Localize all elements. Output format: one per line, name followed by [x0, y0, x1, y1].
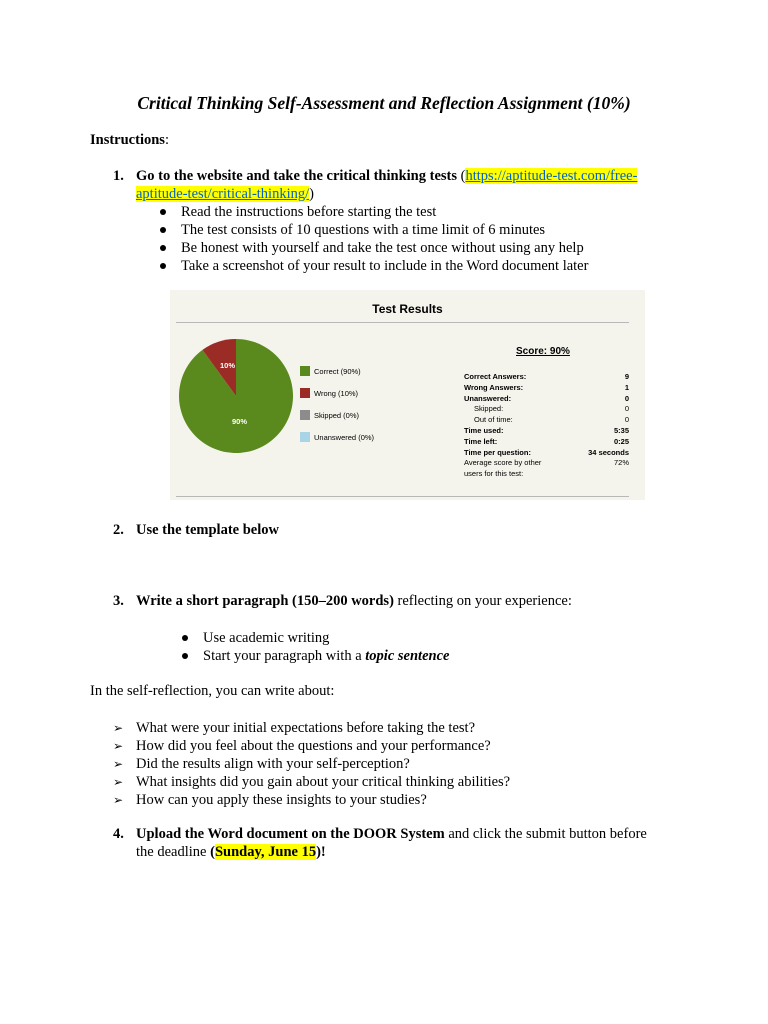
stat-value: 5:35: [613, 425, 629, 435]
list-item: [160, 239, 588, 257]
legend-label: Wrong (10%): [314, 389, 359, 398]
legend-swatch: [300, 432, 310, 442]
legend-label: Correct (90%): [314, 367, 361, 376]
question-text: How can you apply these insights to your studies?: [136, 792, 427, 808]
arrow-bullet-icon: ➢: [113, 721, 124, 735]
list-item: [182, 647, 449, 665]
test-results-screenshot: [170, 290, 645, 500]
stat-value: 9: [624, 372, 629, 381]
bullet-text: Read the instructions before starting the test: [181, 204, 437, 220]
arrow-bullet-icon: ➢: [113, 775, 124, 789]
instructions-label: Instructions: [90, 132, 165, 148]
list-item: [113, 773, 510, 791]
stat-row: [464, 372, 629, 383]
bullet-text: Start your paragraph with a: [203, 648, 366, 664]
step-4-bold: Upload the Word document on the DOOR System: [136, 826, 445, 842]
bullet-icon: [160, 245, 166, 251]
list-item: [160, 203, 588, 221]
legend-label: Skipped (0%): [314, 411, 360, 420]
step-1-bullets: [160, 203, 588, 275]
stat-value: 0: [624, 415, 629, 425]
step-3-text: [136, 593, 676, 611]
step-1-bold: Go to the website and take the critical thinking tests: [136, 168, 457, 184]
step-4-open-paren: (: [210, 843, 215, 860]
step-3-rest: reflecting on your experience:: [393, 593, 572, 609]
stat-value: 1: [624, 382, 629, 392]
list-item: [113, 791, 510, 809]
stat-label: Time used:: [464, 425, 504, 435]
divider: [176, 496, 629, 497]
stat-value: 72%: [613, 458, 629, 468]
step-4-close: )!: [316, 843, 326, 860]
deadline-date: Sunday, June 15: [214, 843, 317, 860]
bullet-icon: [160, 209, 166, 215]
stat-row: [464, 383, 629, 394]
list-item: [160, 221, 588, 239]
bullet-icon: [160, 227, 166, 233]
stat-value: 0: [624, 393, 629, 403]
stat-row: [464, 415, 629, 426]
question-text: What insights did you gain about your critical thinking abilities?: [136, 774, 511, 790]
step-3-bullets: [182, 629, 449, 665]
pie-label-wrong: 10%: [220, 361, 236, 370]
test-website-link-cont[interactable]: aptitude-test/critical-thinking/: [136, 185, 310, 202]
stat-row: [464, 426, 629, 437]
step-1-open-paren: (: [457, 168, 466, 184]
question-text: How did you feel about the questions and your performance?: [136, 738, 491, 754]
question-text: Did the results align with your self-perception?: [136, 756, 410, 772]
stat-label: Time left:: [464, 436, 498, 446]
stat-value: 34 seconds: [588, 447, 629, 457]
stat-row: [464, 469, 629, 480]
arrow-bullet-icon: ➢: [113, 793, 124, 807]
bullet-icon: [160, 263, 166, 269]
list-item: [113, 719, 510, 737]
test-results-header: Test Results: [372, 302, 443, 316]
question-text: What were your initial expectations before taking the test?: [136, 720, 476, 736]
stat-value: 0:25: [613, 436, 629, 446]
bullet-text: Be honest with yourself and take the test once without using any help: [181, 240, 584, 256]
step-1-number: 1.: [113, 168, 124, 184]
stat-value: 0: [624, 404, 629, 414]
stat-label: Time per question:: [464, 447, 531, 457]
step-2-text: [136, 522, 676, 540]
step-3-number: 3.: [113, 593, 124, 609]
stat-row: [464, 404, 629, 415]
legend-swatch: [300, 388, 310, 398]
list-item: [160, 257, 588, 275]
step-4-line2: the deadline: [136, 843, 211, 860]
score-heading: Score: 90%: [516, 346, 570, 357]
stat-row: [464, 437, 629, 448]
step-2-bold: Use the template below: [136, 522, 279, 538]
step-4-text: [136, 826, 676, 861]
step-1-close-paren: ): [309, 185, 314, 202]
reflection-questions: [113, 719, 510, 809]
stat-label: Skipped:: [474, 404, 504, 414]
list-item: [113, 755, 510, 773]
stat-label: users for this test:: [464, 469, 524, 479]
step-4-rest: and click the submit button before: [444, 826, 647, 842]
list-item: [182, 629, 449, 647]
instructions-colon: :: [164, 132, 169, 148]
pie-label-correct: 90%: [232, 417, 248, 426]
bullet-text: Take a screenshot of your result to include in the Word document later: [181, 258, 589, 274]
legend-label: Unanswered (0%): [314, 433, 375, 442]
step-3-bold: Write a short paragraph (150–200 words): [136, 593, 394, 609]
stat-row: [464, 448, 629, 459]
arrow-bullet-icon: ➢: [113, 757, 124, 771]
legend-swatch: [300, 366, 310, 376]
document-title: Critical Thinking Self-Assessment and Reflection Assignment (10%): [137, 93, 631, 113]
stat-row: [464, 394, 629, 405]
reflection-intro: In the self-reflection, you can write about:: [90, 683, 335, 699]
topic-sentence-emphasis: topic sentence: [365, 648, 450, 664]
bullet-icon: [182, 635, 188, 641]
step-4-number: 4.: [113, 826, 124, 842]
results-stats: [464, 346, 629, 480]
arrow-bullet-icon: ➢: [113, 739, 124, 753]
bullet-text: Use academic writing: [203, 630, 330, 646]
bullet-text: The test consists of 10 questions with a time limit of 6 minutes: [181, 222, 546, 238]
step-1-text: [136, 168, 676, 203]
stat-label: Average score by other: [464, 458, 542, 468]
step-2-number: 2.: [113, 522, 124, 538]
stat-label: Wrong Answers:: [464, 382, 524, 392]
bullet-icon: [182, 653, 188, 659]
test-website-link[interactable]: https://aptitude-test.com/free-: [465, 168, 638, 184]
stat-label: Out of time:: [474, 415, 513, 425]
stat-label: Unanswered:: [464, 393, 512, 403]
instructions-heading: [90, 132, 169, 149]
stat-label: Correct Answers:: [464, 372, 527, 381]
list-item: [113, 737, 510, 755]
stat-row: [464, 458, 629, 469]
legend-swatch: [300, 410, 310, 420]
